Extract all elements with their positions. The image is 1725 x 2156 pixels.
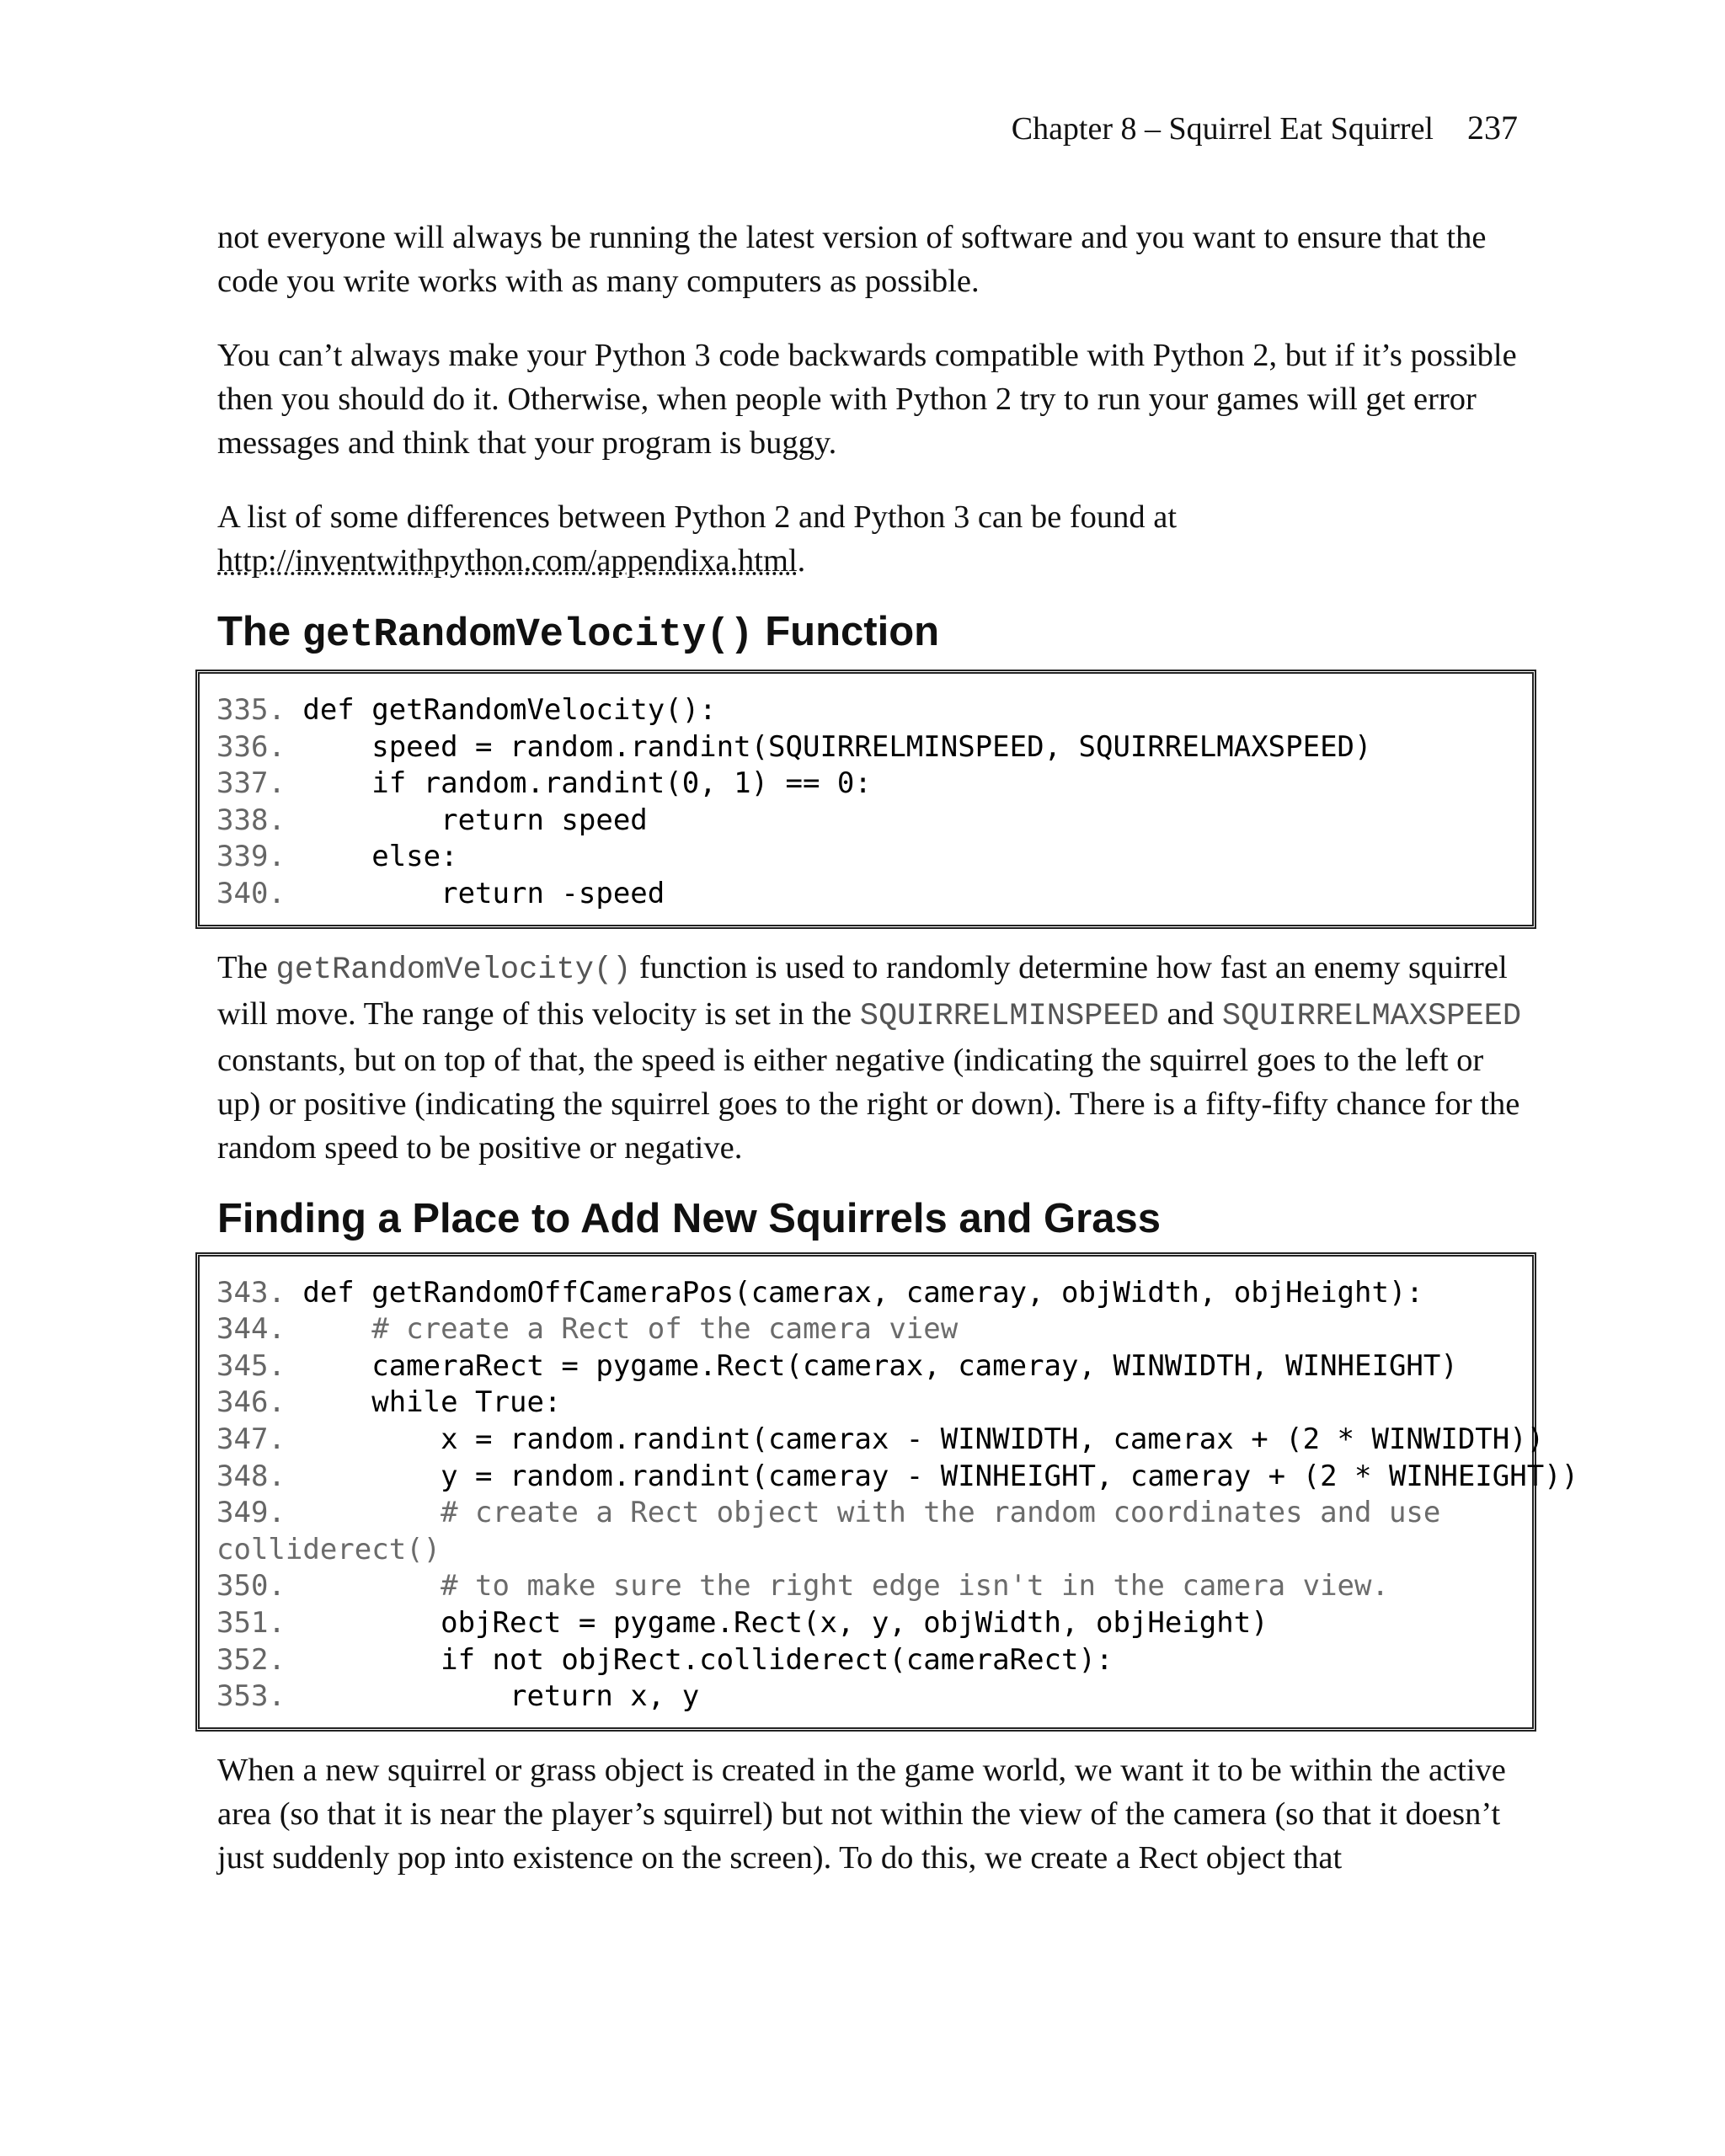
code-text: else: [285,840,458,874]
explain-mid2: and [1159,995,1222,1032]
code-text: cameraRect = pygame.Rect(camerax, cameray, WINWIDTH, WINHEIGHT) [285,1348,1458,1383]
code-line [216,1678,1515,1716]
line-number: 340. [216,876,286,910]
running-header [1012,108,1518,149]
code-line [216,1459,1579,1496]
code-text: if not objRect.colliderect(cameraRect): [285,1642,1114,1677]
page-number: 237 [1467,109,1518,147]
code-text: return -speed [285,876,665,910]
line-number: 348. [216,1459,286,1493]
code-line [216,729,1515,766]
line-number: 351. [216,1605,286,1640]
inline-code-minspeed: SQUIRRELMINSPEED [859,998,1159,1034]
chapter-title: Chapter 8 – Squirrel Eat Squirrel [1011,111,1434,147]
heading-suffix: Function [753,609,940,654]
appendix-link[interactable]: http://inventwithpython.com/appendixa.html [217,543,798,579]
line-number: 345. [216,1348,286,1383]
code-line [216,1275,1515,1312]
line-number: 344. [216,1312,286,1347]
code-line [216,1422,1545,1459]
line-number: 337. [216,766,286,801]
code-listing-getrandomvelocity [195,670,1536,929]
inline-code-getrandomvelocity: getRandomVelocity() [275,952,632,988]
line-number: 353. [216,1679,286,1714]
code-text: objRect = pygame.Rect(x, y, objWidth, objHeight) [285,1605,1268,1640]
code-line [216,876,1515,913]
heading-prefix: The [217,609,302,654]
code-line [216,766,1515,803]
code-comment: colliderect() [216,1532,441,1566]
line-number: 335. [216,693,286,727]
explain-post: constants, but on top of that, the speed is either negative (indicating the squirrel goes to the left or up) or positive (indicating the squirrel goes to the right or down). There is a fifty-fifty chance for the random speed to be positive or negative. [217,1042,1520,1166]
code-text: def getRandomOffCameraPos(camerax, cameray, objWidth, objHeight): [285,1275,1423,1310]
line-number: 336. [216,729,286,764]
code-line [216,1605,1515,1642]
paragraph-velocity-explanation [217,946,1531,1170]
code-text: x = random.randint(camerax - WINWIDTH, camerax + (2 * WINWIDTH)) [285,1422,1545,1456]
code-text: return x, y [285,1679,700,1714]
code-comment: # create a Rect object with the random coordinates and use [285,1496,1441,1530]
explain-pre: The [217,949,276,985]
paragraph-offcamera-explanation: When a new squirrel or grass object is created in the game world, we want it to be within the active area (so that it is near the player’s squirrel) but not within the view of the camera (so that it doesn’t just suddenly pop into existence on the screen). To do this, we create a Rect object that [217,1752,1506,1876]
heading-code: getRandomVelocity() [302,613,754,658]
section-heading-finding-place: Finding a Place to Add New Squirrels and Grass [217,1195,1161,1241]
code-line [216,1385,1515,1422]
code-text: y = random.randint(cameray - WINHEIGHT, cameray + (2 * WINHEIGHT)) [285,1459,1579,1493]
line-number: 352. [216,1642,286,1677]
inline-code-maxspeed: SQUIRRELMAXSPEED [1221,998,1522,1034]
code-line [216,1348,1515,1385]
code-line [216,839,1515,876]
line-number: 339. [216,840,286,874]
differences-text: A list of some differences between Python 2 and Python 3 can be found at [217,499,1178,535]
line-number: 350. [216,1569,286,1604]
code-line [216,803,1515,840]
code-text: return speed [285,803,648,837]
line-number: 349. [216,1496,286,1530]
code-line [216,1311,1515,1348]
code-text: if random.randint(0, 1) == 0: [285,766,872,801]
page-content [216,216,1579,1880]
line-number: 343. [216,1275,286,1310]
line-number: 346. [216,1385,286,1420]
code-line [216,1568,1515,1605]
code-text: speed = random.randint(SQUIRRELMINSPEED, SQUIRRELMAXSPEED) [285,729,1372,764]
line-number: 338. [216,803,286,837]
code-line [216,1495,1515,1532]
paragraph-compatibility: not everyone will always be running the latest version of software and you want to ensure that the code you write works with as many computers as possible. [217,220,1487,299]
section-heading-getrandomvelocity [217,605,1531,663]
explain-mid1: function is used to randomly determine how fast an enemy squirrel will move. The range of this velocity is set in the [217,949,1508,1032]
code-line-wrapped [216,1532,1515,1569]
code-comment: # create a Rect of the camera view [285,1312,959,1347]
code-text: while True: [285,1385,562,1420]
code-listing-getrandomoffcamerapos [195,1252,1579,1732]
line-number: 347. [216,1422,286,1456]
differences-end: . [797,543,806,579]
paragraph-differences-list [217,495,1531,583]
code-text: def getRandomVelocity(): [285,693,717,727]
code-line [216,692,1515,729]
paragraph-backwards-compatible: You can’t always make your Python 3 code backwards compatible with Python 2, but if it’s possible then you should do it. Otherwise, when people with Python 2 try to run your games will get error messages and think that your program is buggy. [217,338,1517,461]
code-line [216,1642,1515,1679]
code-comment: # to make sure the right edge isn't in the camera view. [285,1569,1389,1604]
